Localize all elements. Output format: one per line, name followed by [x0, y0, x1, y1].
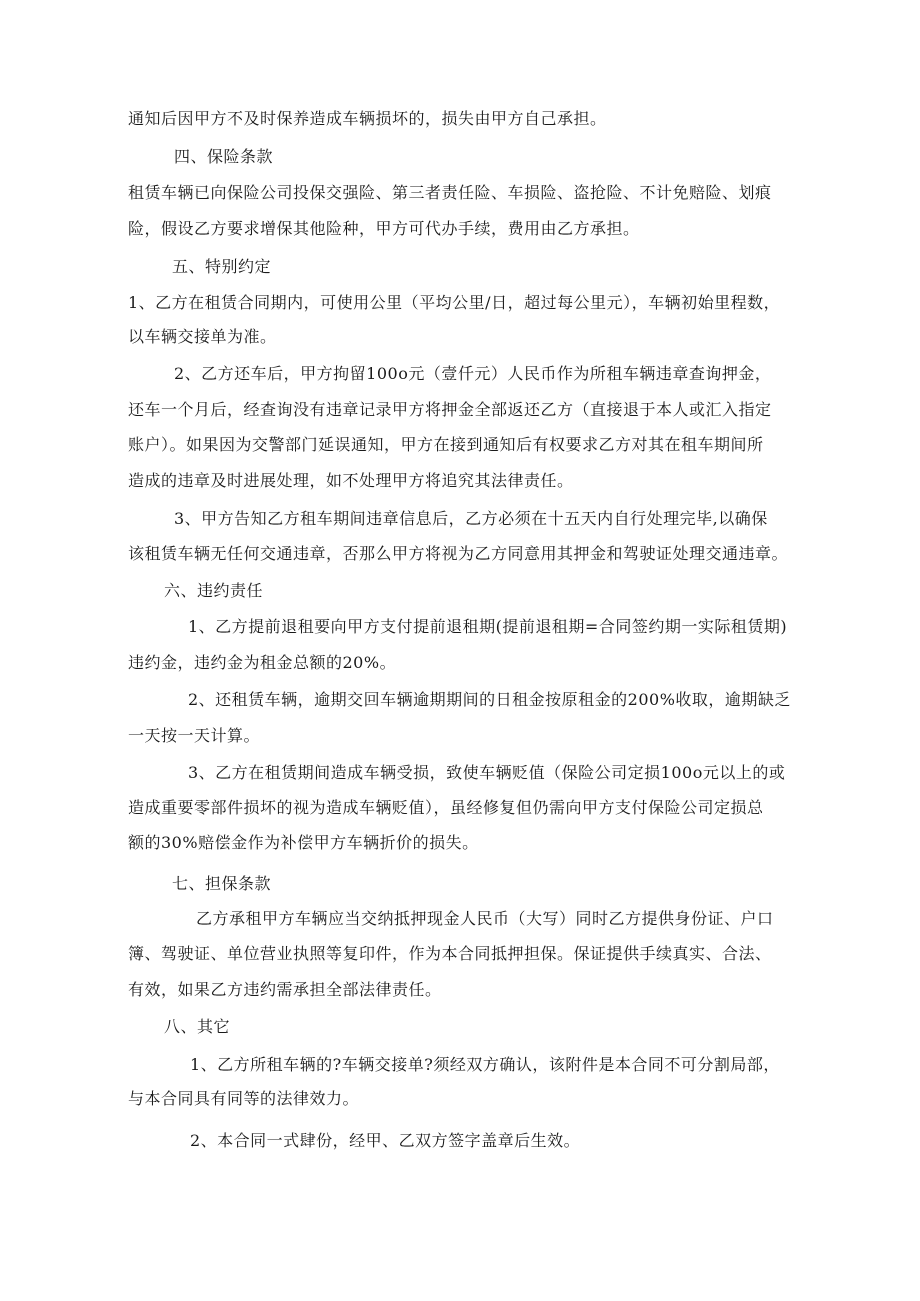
text-line: 该租赁车辆无任何交通违章，否那么甲方将视为乙方同意用其押金和驾驶证处理交通违章。 [128, 544, 789, 563]
text-line: 还车一个月后，经查询没有违章记录甲方将押金全部返还乙方（直接退于本人或汇入指定 [128, 400, 772, 419]
text-line: 簿、驾驶证、单位营业执照等复印件，作为本合同抵押担保。保证提供手续真实、合法、 [128, 944, 772, 963]
text-line: 3、甲方告知乙方租车期间违章信息后，乙方必须在十五天内自行处理完毕,以确保 [174, 509, 768, 528]
text-line: 违约金，违约金为租金总额的20%。 [128, 653, 397, 672]
section-heading: 五、特别约定 [172, 257, 272, 276]
text-line: 1、乙方在租赁合同期内，可使用公里（平均公里/日，超过每公里元），车辆初始里程数， [128, 293, 781, 312]
section-heading: 六、违约责任 [164, 581, 264, 600]
text-line: 险，假设乙方要求增保其他险种，甲方可代办手续，费用由乙方承担。 [128, 219, 640, 238]
text-line: 造成的违章及时进展处理，如不处理甲方将追究其法律责任。 [128, 471, 574, 490]
section-heading: 八、其它 [164, 1017, 231, 1036]
section-heading: 七、担保条款 [172, 874, 272, 893]
text-line: 租赁车辆已向保险公司投保交强险、第三者责任险、车损险、盗抢险、不计免赔险、划痕 [128, 183, 772, 202]
text-line: 2、还租赁车辆，逾期交回车辆逾期期间的日租金按原租金的200%收取，逾期缺乏 [188, 690, 791, 709]
text-line: 乙方承租甲方车辆应当交纳抵押现金人民币（大写）同时乙方提供身份证、户口 [196, 909, 774, 928]
text-line: 1、乙方提前退租要向甲方支付提前退租期(提前退租期=合同签约期一实际租赁期) [188, 617, 788, 636]
text-line: 3、乙方在租赁期间造成车辆受损，致使车辆贬值（保险公司定损100o元以上的或 [188, 763, 786, 782]
section-heading: 四、保险条款 [174, 147, 274, 166]
text-line: 通知后因甲方不及时保养造成车辆损坏的，损失由甲方自己承担。 [128, 109, 607, 128]
text-line: 1、乙方所租车辆的?车辆交接单?须经双方确认，该附件是本合同不可分割局部， [190, 1055, 780, 1074]
text-line: 造成重要零部件损坏的视为造成车辆贬值），虽经修复但仍需向甲方支付保险公司定损总 [128, 798, 764, 817]
text-line: 以车辆交接单为准。 [128, 327, 277, 346]
text-line: 2、本合同一式肆份，经甲、乙双方签字盖章后生效。 [190, 1131, 581, 1150]
text-line: 账户）。如果因为交警部门延误通知，甲方在接到通知后有权要求乙方对其在租车期间所 [128, 435, 764, 454]
text-line: 2、乙方还车后，甲方拘留100o元（壹仟元）人民币作为所租车辆违章查询押金， [174, 364, 772, 383]
text-line: 额的30%赔偿金作为补偿甲方车辆折价的损失。 [128, 833, 479, 852]
text-line: 与本合同具有同等的法律效力。 [128, 1089, 360, 1108]
text-line: 有效，如果乙方违约需承担全部法律责任。 [128, 980, 442, 999]
text-line: 一天按一天计算。 [128, 726, 261, 745]
